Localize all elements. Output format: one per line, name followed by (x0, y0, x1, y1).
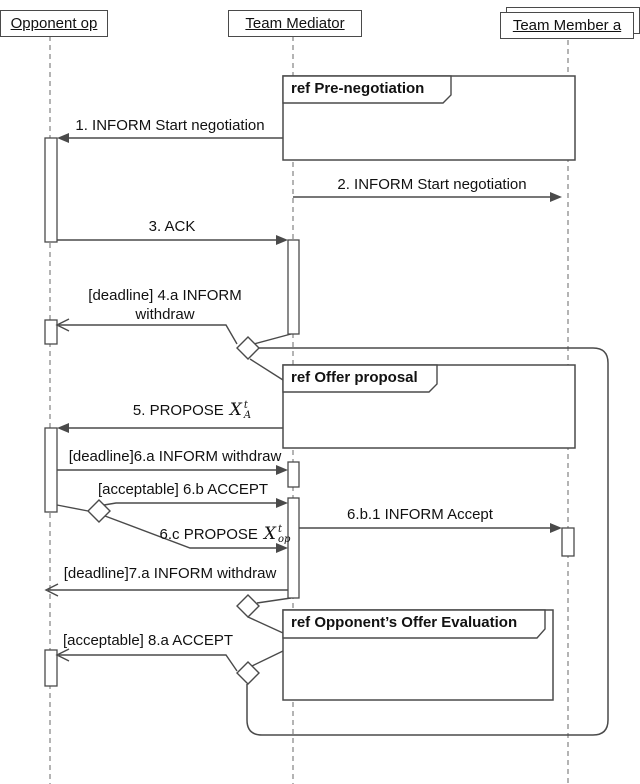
message-6b-label: [acceptable] 6.b ACCEPT (97, 481, 269, 498)
message-5-label (133, 400, 251, 421)
arrow-msg6b-accept (104, 498, 288, 508)
message-6c-superscript: t (278, 524, 283, 536)
lifeline-header-opponent (0, 10, 108, 37)
connector-activation-to-diamond3 (257, 598, 291, 603)
lifeline-header-mediator-label: Team Mediator (245, 15, 345, 32)
message-6c-text: 6.c PROPOSE (159, 526, 258, 543)
message-3-label: 3. ACK (148, 218, 196, 235)
message-5-superscript: t (243, 400, 248, 412)
activation-opponent-1 (45, 138, 57, 242)
message-5-math-base: X (229, 400, 242, 420)
message-2-label: 2. INFORM Start negotiation (337, 176, 527, 193)
message-4a-label (88, 286, 241, 324)
message-5-math-scripts (244, 401, 251, 421)
frame-label-opponent-offer-evaluation: ref Opponent’s Offer Evaluation (291, 614, 518, 631)
connector-activation-to-diamond1 (254, 334, 291, 344)
activation-mediator-3 (288, 498, 299, 598)
arrow-msg8a-accept (57, 649, 237, 671)
activation-opponent-4 (45, 650, 57, 686)
decision-diamond-3 (237, 595, 259, 617)
message-5-subscript: A (243, 410, 252, 422)
message-6c-math-base: X (263, 524, 277, 544)
connector-diamond1-to-offer-frame (250, 359, 283, 380)
frame-label-pre-negotiation: ref Pre-negotiation (291, 80, 425, 97)
arrow-msg2 (293, 192, 562, 202)
activation-opponent-3 (45, 428, 57, 512)
arrow-msg3 (57, 235, 288, 245)
message-6c-subscript: op (278, 534, 291, 546)
activation-mediator-2 (288, 462, 299, 487)
connector-activation-to-diamond2 (57, 505, 88, 511)
message-1-label: 1. INFORM Start negotiation (75, 117, 265, 134)
connector-diamond3-to-eval-frame (248, 617, 283, 633)
lifeline-header-member-label: Team Member a (512, 17, 622, 34)
lifeline-header-opponent-label: Opponent op (10, 15, 98, 32)
connector-diamond4-to-eval-frame (252, 651, 283, 666)
decision-diamond-1 (237, 337, 259, 359)
message-4a-line2: withdraw (135, 306, 195, 323)
arrow-msg5-propose (57, 423, 283, 433)
lifeline-header-mediator (228, 10, 362, 37)
message-5-text: 5. PROPOSE (132, 402, 224, 419)
decision-diamond-2 (88, 500, 110, 522)
message-6a-label: [deadline]6.a INFORM withdraw (68, 448, 282, 465)
message-4a-line1: [deadline] 4.a INFORM (88, 287, 242, 304)
message-6b1-label: 6.b.1 INFORM Accept (347, 506, 493, 523)
activation-member-1 (562, 528, 574, 556)
message-6c-label (160, 524, 291, 545)
activation-mediator-1 (288, 240, 299, 334)
message-6c-math-scripts (278, 525, 290, 545)
message-7a-label: [deadline]7.a INFORM withdraw (63, 565, 277, 582)
activation-opponent-2 (45, 320, 57, 344)
decision-diamond-4 (237, 662, 259, 684)
message-8a-label: [acceptable] 8.a ACCEPT (62, 632, 234, 649)
arrow-msg7a-withdraw (46, 584, 288, 596)
lifeline-header-member (500, 12, 634, 39)
arrow-msg6b1-inform-accept (299, 523, 562, 533)
arrow-msg6a-withdraw (57, 465, 288, 475)
arrow-msg1 (57, 133, 283, 143)
frame-label-offer-proposal: ref Offer proposal (291, 369, 418, 386)
